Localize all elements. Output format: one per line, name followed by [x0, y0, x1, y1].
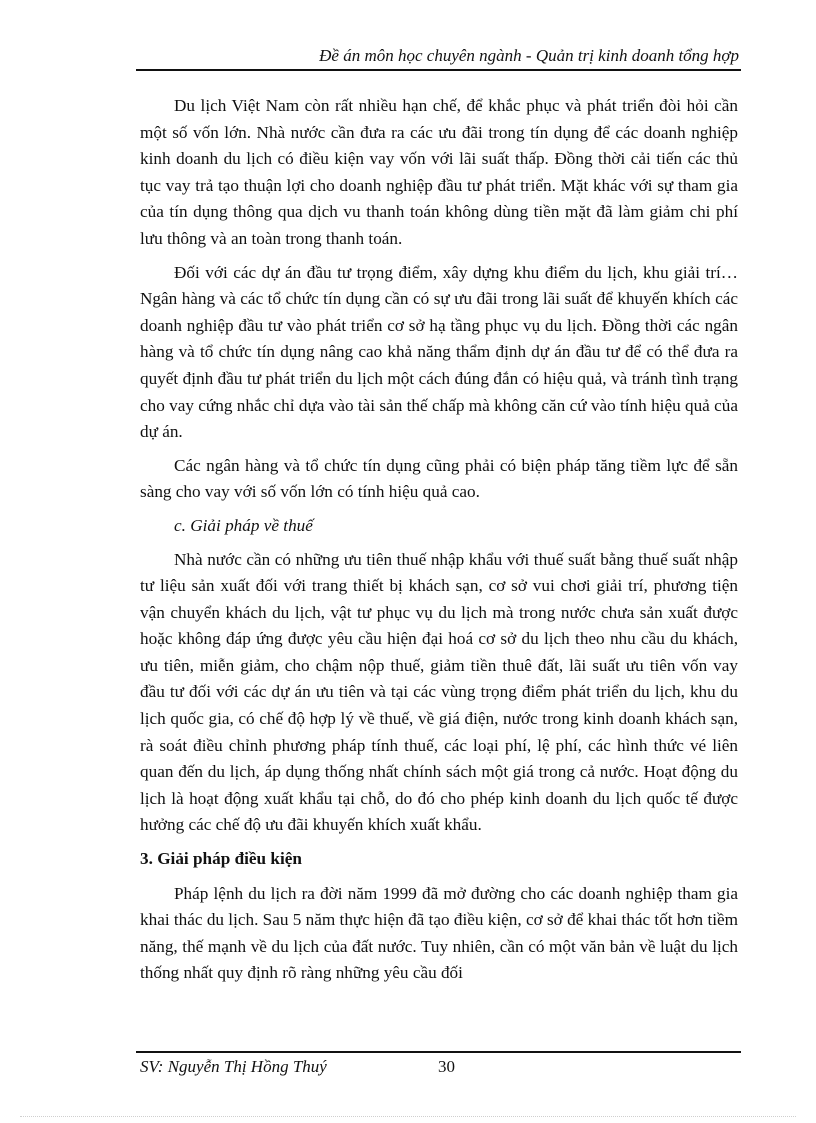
- paragraph-key-projects: Đối với các dự án đầu tư trọng điểm, xây dựng khu điểm du lịch, khu giải trí… Ngân hàng và các tổ chức tín dụng cần có sự ưu đãi trong lãi suất để khuyến khích các doanh nghiệp đầu tư vào phát triển cơ sở hạ tầng phục vụ du lịch. Đồng thời các ngân hàng và tổ chức tín dụng nâng cao khả năng thẩm định dự án đầu tư để có thể đưa ra quyết định đầu tư phát triển du lịch một cách đúng đắn có hiệu quả, và tránh tình trạng cho vay cứng nhắc chỉ dựa vào tài sản thế chấp mà không căn cứ vào tính hiệu quả của dự án.: [140, 262, 738, 442]
- subheading-tax-solutions: c. Giải pháp về thuế: [174, 515, 313, 535]
- section-heading-conditions: 3. Giải pháp điều kiện: [140, 849, 302, 869]
- footer-author: SV: Nguyễn Thị Hồng Thuý: [140, 1057, 327, 1076]
- paragraph-tax-policy: Nhà nước cần có những ưu tiên thuế nhập khẩu với thuế suất bằng thuế suất nhập tư liệu sản xuất đối với trang thiết bị khách sạn, cơ sở vui chơi giải trí, phương tiện vận chuyển khách du lịch, vật tư phục vụ du lịch mà trong nước chưa sản xuất được hoặc không đáp ứng được yêu cầu hiện đại hoá cơ sở du lịch theo nhu cầu du khách, ưu tiên, miễn giảm, cho chậm nộp thuế, giảm tiền thuê đất, lãi suất ưu tiên vốn vay đầu tư đối với các dự án ưu tiên và tại các vùng trọng điểm phát triển du lịch, khu du lịch quốc gia, có chế độ hợp lý về thuế, về giá điện, nước trong kinh doanh khách sạn, rà soát điều chỉnh phương pháp tính thuế, các loại phí, lệ phí, các hình thức vé liên quan đến du lịch, áp dụng thống nhất chính sách một giá trong cả nước. Hoạt động du lịch là hoạt động xuất khẩu tại chỗ, do đó cho phép kinh doanh du lịch quốc tế được hưởng các chế độ ưu đãi khuyến khích xuất khẩu.: [140, 549, 738, 835]
- page-header-title: Đề án môn học chuyên ngành - Quản trị kinh doanh tổng hợp: [319, 46, 739, 65]
- page-number: 30: [438, 1057, 455, 1076]
- paragraph-tourism-law: Pháp lệnh du lịch ra đời năm 1999 đã mở đường cho các doanh nghiệp tham gia khai thác du lịch. Sau 5 năm thực hiện đã tạo điều kiện, cơ sở để khai thác tốt hơn tiềm năng, thế mạnh về du lịch của đất nước. Tuy nhiên, cần có một văn bản về luật du lịch thống nhất quy định rõ ràng những yêu cầu đối: [140, 883, 738, 983]
- paragraph-credit-loans: Du lịch Việt Nam còn rất nhiều hạn chế, để khắc phục và phát triển đòi hỏi cần một số vốn lớn. Nhà nước cần đưa ra các ưu đãi trong tín dụng để các doanh nghiệp kinh doanh du lịch có điều kiện vay vốn với lãi suất thấp. Đồng thời cải tiến các thủ tục vay trả tạo thuận lợi cho doanh nghiệp đầu tư phát triển. Mặt khác với sự tham gia của tín dụng thông qua dịch vu thanh toán không dùng tiền mặt đã làm giảm chi phí lưu thông và an toàn trong thanh toán.: [140, 96, 738, 248]
- page-bottom-border: [20, 1116, 796, 1117]
- header-divider: [136, 69, 741, 71]
- footer-divider: [136, 1051, 741, 1053]
- paragraph-bank-capacity: Các ngân hàng và tổ chức tín dụng cũng phải có biện pháp tăng tiềm lực để sẵn sàng cho vay với số vốn lớn có tính hiệu quả cao.: [140, 455, 738, 502]
- document-body: [140, 93, 738, 994]
